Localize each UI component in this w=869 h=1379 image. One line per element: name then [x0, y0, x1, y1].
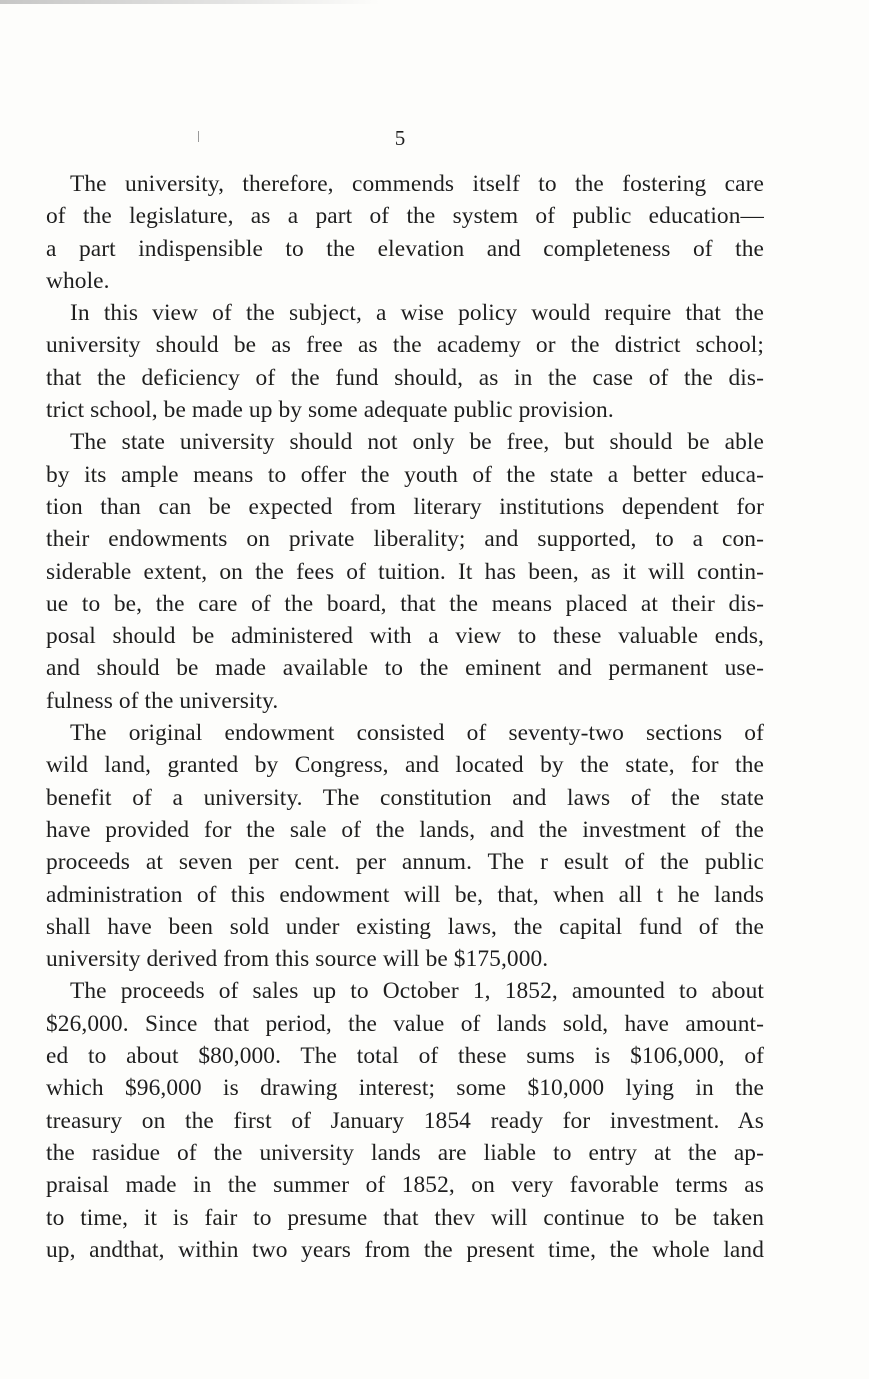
text-line: The proceeds of sales up to October 1, 1852, amounted to about — [70, 978, 764, 1005]
text-line: their endowments on private liberality; and supported, to a con- — [46, 526, 764, 553]
text-line: ue to be, the care of the board, that the means placed at their dis- — [46, 590, 764, 617]
text-line: tion than can be expected from literary institutions dependent for — [46, 493, 764, 520]
text-line: The state university should not only be free, but should be able — [70, 429, 764, 456]
text-line: fulness of the university. — [46, 687, 279, 714]
text-line: to time, it is fair to presume that thev will continue to be taken — [46, 1204, 764, 1231]
text-line: siderable extent, on the fees of tuition. It has been, as it will contin- — [46, 558, 764, 585]
text-line: administration of this endowment will be, that, when all t he lands — [46, 881, 764, 908]
text-line: a part indispensible to the elevation and completeness of the — [46, 235, 764, 262]
text-line: In this view of the subject, a wise policy would require that the — [70, 300, 764, 327]
text-line: treasury on the first of January 1854 ready for investment. As — [46, 1107, 764, 1134]
text-line: ed to about $80,000. The total of these sums is $106,000, of — [46, 1043, 764, 1070]
text-line: $26,000. Since that period, the value of lands sold, have amount- — [46, 1010, 764, 1037]
text-line: by its ample means to offer the youth of the state a better educa- — [46, 461, 764, 488]
text-line: praisal made in the summer of 1852, on very favorable terms as — [46, 1172, 764, 1199]
text-line: university derived from this source will be $175,000. — [46, 946, 549, 973]
top-edge-rule — [0, 0, 380, 4]
text-line: whole. — [46, 267, 110, 294]
text-line: The university, therefore, commends itself to the fostering care — [70, 171, 764, 197]
body-text — [46, 168, 764, 1266]
text-line: up, andthat, within two years from the present time, the whole land — [46, 1236, 764, 1263]
text-line: trict school, be made up by some adequate public provision. — [46, 397, 614, 424]
text-line: that the deficiency of the fund should, as in the case of the dis- — [46, 364, 764, 391]
text-line: shall have been sold under existing laws, the capital fund of the — [46, 913, 764, 940]
text-line: have provided for the sale of the lands, and the investment of the — [46, 816, 764, 843]
text-line: The original endowment consisted of seventy-two sections of — [70, 720, 764, 747]
text-line: posal should be administered with a view to these valuable ends, — [46, 623, 764, 650]
text-line: wild land, granted by Congress, and located by the state, for the — [46, 752, 764, 779]
text-line: the rasidue of the university lands are liable to entry at the ap- — [46, 1139, 764, 1166]
text-line: proceeds at seven per cent. per annum. The r esult of the public — [46, 849, 764, 876]
text-line: of the legislature, as a part of the system of public education— — [46, 203, 764, 230]
text-line: which $96,000 is drawing interest; some $10,000 lying in the — [46, 1075, 764, 1102]
text-line: and should be made available to the eminent and permanent use- — [46, 655, 764, 682]
text-line: university should be as free as the academy or the district school; — [46, 332, 764, 359]
text-line: benefit of a university. The constitution and laws of the state — [46, 784, 764, 811]
page-number: 5 — [394, 126, 406, 150]
